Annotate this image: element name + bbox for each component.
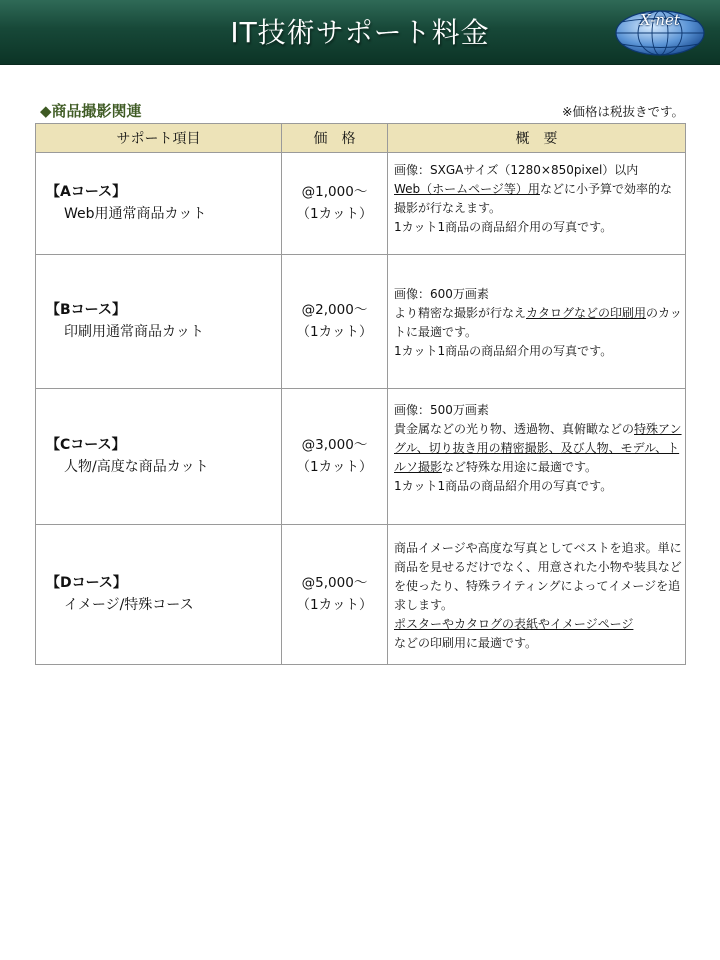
course-name: イメージ/特殊コース (64, 596, 194, 613)
summary-text-underlined: ポスターやカタログの表紙やイメージページ (394, 616, 634, 631)
summary-text: 1カット1商品の商品紹介用の写真です。 (394, 478, 613, 493)
price-unit: （1カット） (296, 458, 373, 475)
table-row (36, 255, 686, 389)
course-name: 人物/高度な商品カット (64, 458, 209, 475)
tax-note: ※価格は税抜きです。 (562, 104, 684, 119)
price-table (35, 123, 686, 665)
summary-cell (388, 525, 686, 665)
price-unit: （1カット） (296, 323, 373, 340)
summary-text-underlined: 特殊アングル、切り抜き用の精密撮影、及び人物、モデル、トルソ撮影 (394, 421, 682, 474)
price-value: @3,000〜 (301, 436, 368, 453)
summary-text: 画像：600万画素 (394, 287, 489, 301)
price-unit: （1カット） (296, 205, 373, 222)
summary-text: などに小予算で効率的な撮影が行なえます。 (394, 181, 672, 215)
table-row (36, 525, 686, 665)
summary-cell (388, 255, 686, 389)
price-cell (282, 255, 388, 389)
summary-text-underlined: Web（ホームページ等）用 (394, 181, 540, 196)
table-header-row (36, 124, 686, 153)
price-value: @1,000〜 (301, 183, 368, 200)
summary-cell (388, 153, 686, 255)
summary-text: などの印刷用に最適です。 (394, 635, 538, 650)
price-value: @5,000〜 (301, 574, 368, 591)
summary-text: のカットに最適です。 (394, 305, 682, 339)
summary-text: 画像：500万画素 (394, 403, 489, 417)
summary-text: 貴金属などの光り物、透過物、真俯瞰などの (394, 421, 635, 436)
summary-text: 1カット1商品の商品紹介用の写真です。 (394, 343, 613, 358)
summary-text: 商品イメージや高度な写真としてベストを追求。単に商品を見せるだけでなく、用意された小物や装具などを使ったり、特殊ライティングによってイメージを追求します。 (394, 541, 682, 612)
header-price: 価 格 (282, 124, 388, 153)
course-label: 【Bコース】 (46, 301, 126, 318)
section-title: ◆商品撮影関連 (40, 102, 142, 120)
summary-text: より精密な撮影が行なえ (394, 305, 527, 320)
price-cell (282, 389, 388, 525)
price-cell (282, 153, 388, 255)
header-summary: 概 要 (388, 124, 686, 153)
course-label: 【Dコース】 (46, 574, 127, 591)
course-label: 【Cコース】 (46, 436, 126, 453)
course-name: 印刷用通常商品カット (64, 323, 204, 340)
summary-text: など特殊な用途に最適です。 (442, 459, 598, 474)
support-item-cell (36, 255, 282, 389)
price-value: @2,000〜 (301, 301, 368, 318)
price-cell (282, 525, 388, 665)
course-name: Web用通常商品カット (64, 205, 207, 222)
page-title: IT技術サポート料金 (230, 16, 490, 49)
support-item-cell (36, 389, 282, 525)
summary-text: 画像：SXGAサイズ（1280×850pixel）以内 (394, 163, 639, 177)
support-item-cell (36, 153, 282, 255)
table-row (36, 389, 686, 525)
support-item-cell (36, 525, 282, 665)
summary-text-underlined: カタログなどの印刷用 (526, 305, 647, 320)
logo-text: X-net (640, 11, 680, 29)
header-support-item: サポート項目 (36, 124, 282, 153)
summary-text: 1カット1商品の商品紹介用の写真です。 (394, 219, 613, 234)
summary-cell (388, 389, 686, 525)
price-unit: （1カット） (296, 596, 373, 613)
table-row (36, 153, 686, 255)
course-label: 【Aコース】 (46, 183, 127, 200)
